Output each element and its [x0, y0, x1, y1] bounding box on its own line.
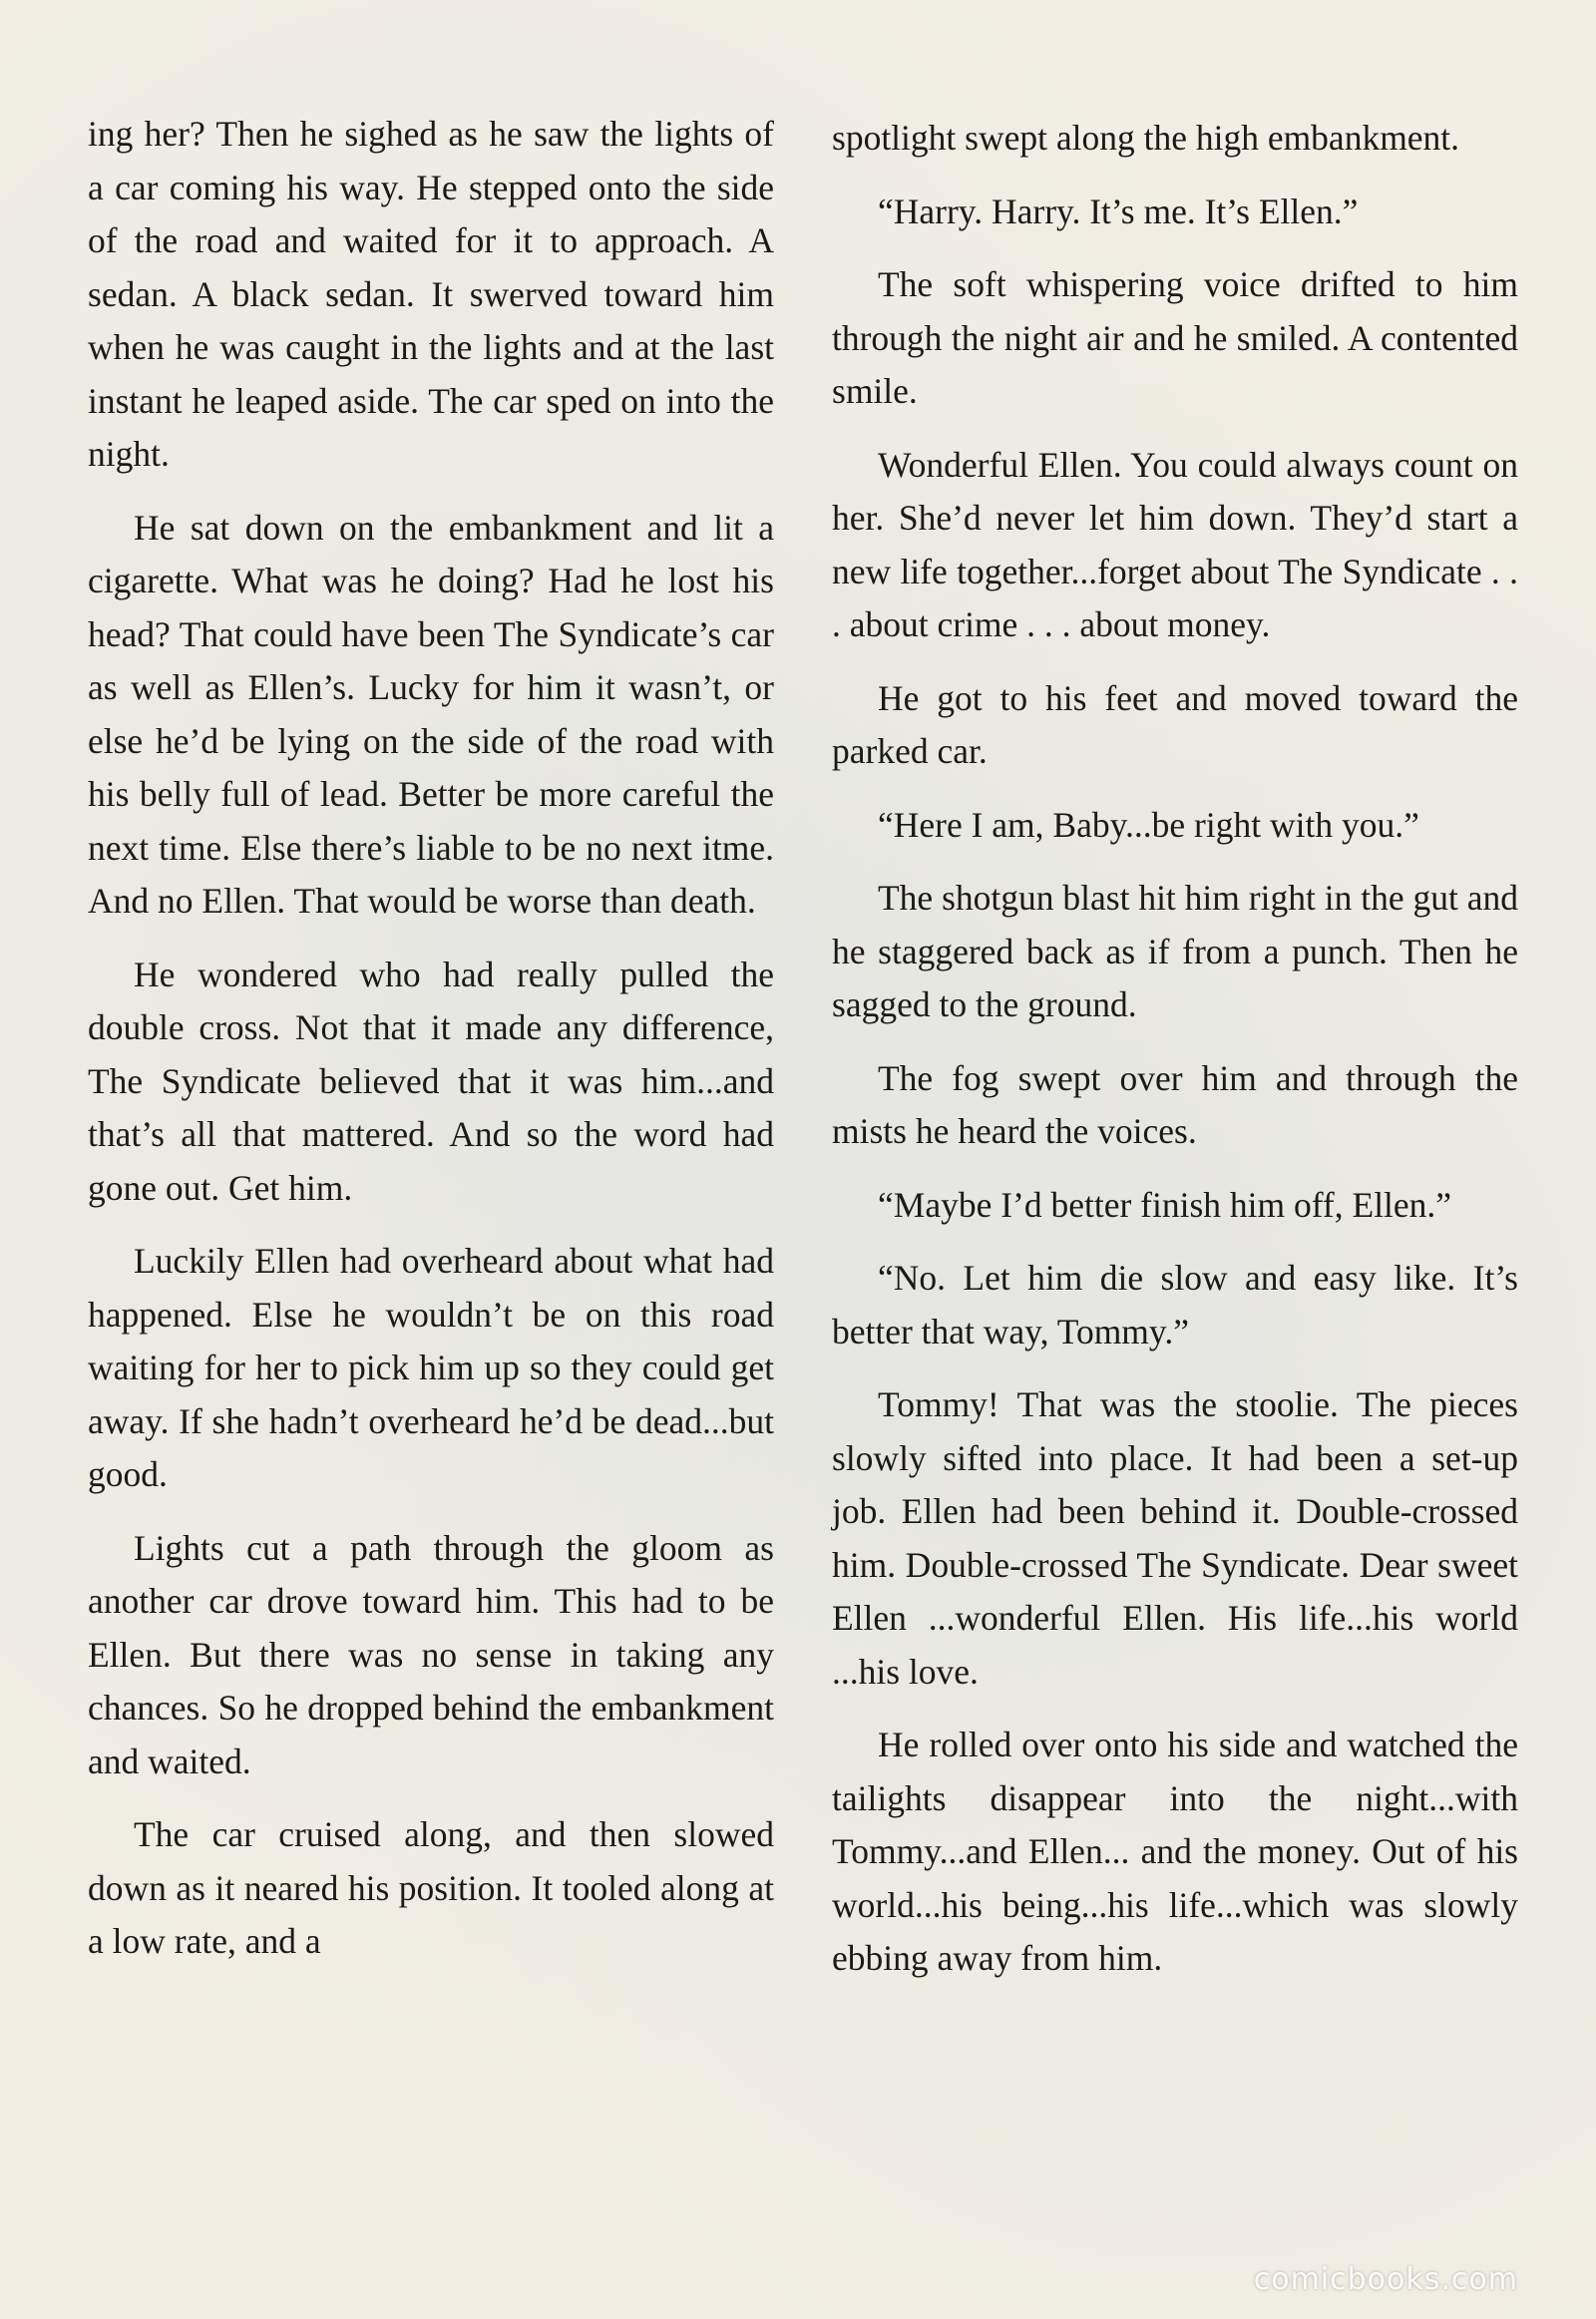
paragraph: Tommy! That was the stoolie. The pieces slowly sifted into place. It had been a set-up job. Ellen had been behind it. Double-crossed him. Double-crossed The Syndicate. Dear sweet Ellen ...wonderful Ellen. His life...his world ...his love.: [832, 1384, 1518, 1692]
paragraph: Luckily Ellen had overheard about what had happened. Else he wouldn’t be on this road waiting for her to pick him up so they could get away. If she hadn’t overheard he’d be dead...but good.: [88, 1241, 774, 1494]
paragraph: “Harry. Harry. It’s me. It’s Ellen.”: [878, 191, 1359, 231]
paragraph: spotlight swept along the high embankment.: [832, 118, 1460, 158]
paragraph: The soft whispering voice drifted to him through the night air and he smiled. A contented smile.: [832, 264, 1518, 411]
paragraph: The car cruised along, and then slowed down as it neared his position. It tooled along at a low rate, and a: [88, 1814, 774, 1961]
paragraph: The shotgun blast hit him right in the gut and he staggered back as if from a punch. Then he sagged to the ground.: [832, 878, 1518, 1024]
paragraph: “Here I am, Baby...be right with you.”: [878, 804, 1419, 845]
paragraph: ing her? Then he sighed as he saw the lights of a car coming his way. He stepped onto the side of the road and waited for it to approach. A sedan. A black sedan. It swerved toward him when he was caught in the lights and at the last instant he leaped aside. The car sped on into the night.: [88, 114, 774, 474]
paragraph: “No. Let him die slow and easy like. It’s better that way, Tommy.”: [832, 1258, 1518, 1352]
paragraph: He got to his feet and moved toward the parked car.: [832, 677, 1518, 771]
paragraph: “Maybe I’d better finish him off, Ellen.”: [878, 1184, 1452, 1225]
paragraph: He sat down on the embankment and lit a cigarette. What was he doing? Had he lost his head? That could have been The Syndicate’s car as well as Ellen’s. Lucky for him it wasn’t, or else he’d be lying on the side of the road with his belly full of lead. Better be more careful the next time. Else there’s liable to be no next itme. And no Ellen. That would be worse than death.: [88, 507, 774, 921]
right-column: [832, 112, 1518, 2006]
paragraph: He wondered who had really pulled the double cross. Not that it made any difference, The Syndicate believed that it was him...and that’s all that mattered. And so the word had gone out. Get him.: [88, 954, 774, 1208]
left-column: [88, 108, 774, 1989]
site-watermark: comicbooks.com: [1253, 2262, 1518, 2297]
paragraph: The fog swept over him and through the mists he heard the voices.: [832, 1057, 1518, 1151]
paragraph: Lights cut a path through the gloom as another car drove toward him. This had to be Ellen. But there was no sense in taking any chances. So he dropped behind the embankment and waited.: [88, 1527, 774, 1781]
paragraph: Wonderful Ellen. You could always count on her. She’d never let him down. They’d start a new life together...forget about The Syndicate . . . about crime . . . about money.: [832, 444, 1518, 644]
paragraph: He rolled over onto his side and watched the tailights disappear into the night...with Tommy...and Ellen... and the money. Out of his world...his being...his life...which was slowly ebbing away from him.: [832, 1725, 1518, 1978]
